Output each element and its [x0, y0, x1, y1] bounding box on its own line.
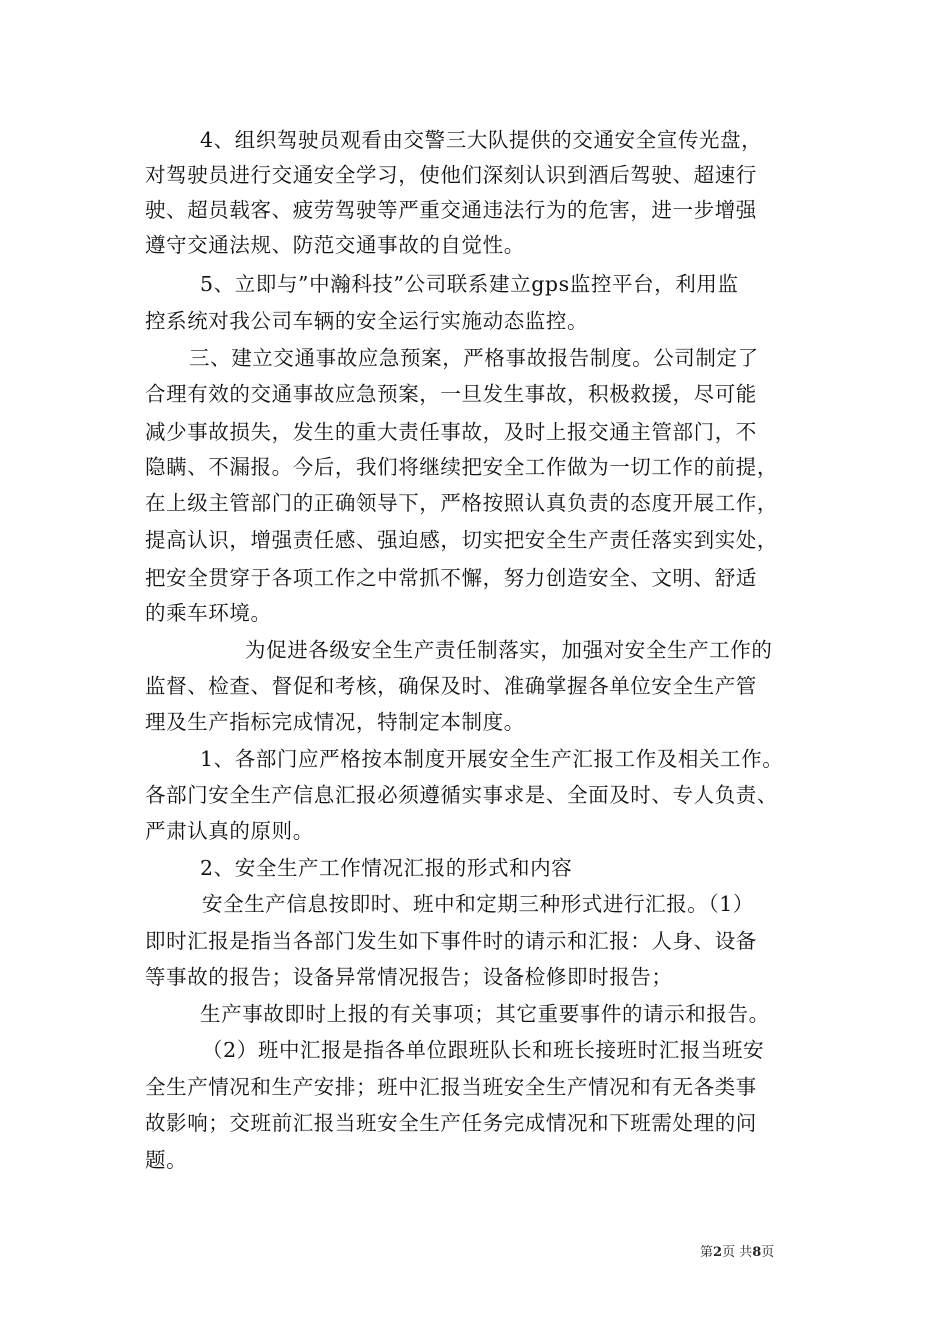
text-line: 对驾驶员进行交通安全学习，使他们深刻认识到酒后驾驶、超速行 — [145, 163, 757, 187]
text-line: 为促进各级安全生产责任制落实，加强对安全生产工作的 — [245, 638, 773, 662]
footer-middle: 页 共 — [722, 1245, 753, 1260]
text-line: 即时汇报是指当各部门发生如下事件时的请示和汇报：人身、设备 — [145, 929, 757, 953]
text-line: 的乘车环境。 — [145, 601, 272, 625]
page-number-footer — [700, 1244, 774, 1262]
text-line: 各部门安全生产信息汇报必须遵循实事求是、全面及时、专人负责、 — [145, 783, 778, 807]
text-line: 监督、检查、督促和考核，确保及时、准确掌握各单位安全生产管 — [145, 674, 757, 698]
text-line: 故影响；交班前汇报当班安全生产任务完成情况和下班需处理的问 — [145, 1111, 757, 1135]
total-page-number: 8 — [752, 1245, 762, 1260]
text-line: 合理有效的交通事故应急预案，一旦发生事故，积极救援，尽可能 — [145, 382, 757, 406]
text-line: 遵守交通法规、防范交通事故的自觉性。 — [145, 233, 525, 257]
text-line: 5、立即与”中瀚科技”公司联系建立gps监控平台，利用监 — [200, 272, 739, 296]
text-line: 题。 — [145, 1148, 188, 1172]
text-line: 严肃认真的原则。 — [145, 819, 314, 843]
text-line: （2）班中汇报是指各单位跟班队长和班长接班时汇报当班安 — [202, 1038, 765, 1062]
text-line: 4、组织驾驶员观看由交警三大队提供的交通安全宣传光盘， — [200, 128, 763, 152]
text-line: 等事故的报告；设备异常情况报告；设备检修即时报告； — [145, 965, 673, 989]
text-line: 三、建立交通事故应急预案，严格事故报告制度。公司制定了 — [189, 346, 759, 370]
text-line: 在上级主管部门的正确领导下，严格按照认真负责的态度开展工作， — [145, 491, 778, 515]
text-line: 减少事故损失，发生的重大责任事故，及时上报交通主管部门，不 — [145, 420, 757, 444]
text-line: 控系统对我公司车辆的安全运行实施动态监控。 — [145, 309, 589, 333]
text-line: 驶、超员载客、疲劳驾驶等严重交通违法行为的危害，进一步增强 — [145, 198, 757, 222]
text-line: 全生产情况和生产安排；班中汇报当班安全生产情况和有无各类事 — [145, 1075, 757, 1099]
footer-prefix: 第 — [700, 1245, 714, 1260]
text-line: 生产事故即时上报的有关事项；其它重要事件的请示和报告。 — [200, 1002, 770, 1026]
text-line: 1、各部门应严格按本制度开展安全生产汇报工作及相关工作。 — [200, 747, 784, 771]
text-line: 隐瞒、不漏报。今后，我们将继续把安全工作做为一切工作的前提， — [145, 455, 778, 479]
footer-suffix: 页 — [761, 1245, 775, 1260]
text-line: 提高认识，增强责任感、强迫感，切实把安全生产责任落实到实处， — [145, 528, 778, 552]
text-line: 理及生产指标完成情况，特制定本制度。 — [145, 710, 525, 734]
text-line: 2、安全生产工作情况汇报的形式和内容 — [200, 856, 573, 880]
text-line: 安全生产信息按即时、班中和定期三种形式进行汇报。（1） — [202, 892, 754, 916]
current-page-number: 2 — [713, 1245, 723, 1260]
text-line: 把安全贯穿于各项工作之中常抓不懈，努力创造安全、文明、舒适 — [145, 566, 757, 590]
